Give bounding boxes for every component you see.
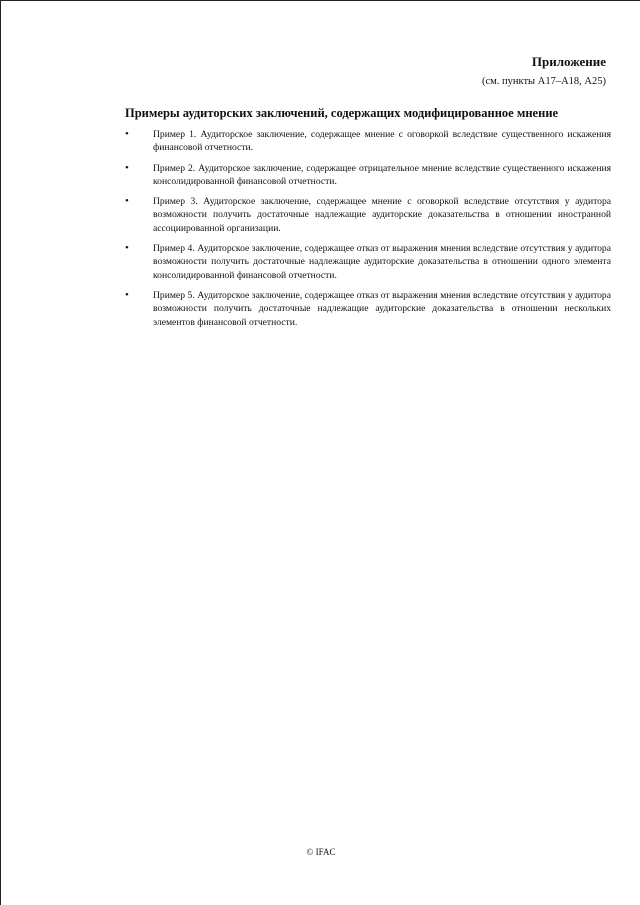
appendix-reference: (см. пункты А17–А18, А25) — [481, 76, 606, 87]
example-4-text: Пример 4. Аудиторское заключение, содержащее отказ от выражения мнения вследствие отсутствия у аудитора возможности получить достаточные надлежащие аудиторские доказательства в отношении одного элемента консолидированной финансовой отчетности. — [153, 243, 611, 281]
appendix-title: Приложение — [531, 54, 606, 69]
footer-copyright: © IFAC — [306, 847, 336, 857]
list-item — [125, 195, 611, 235]
bullet-icon: • — [125, 195, 129, 208]
bullet-icon: • — [125, 242, 129, 255]
example-3-text: Пример 3. Аудиторское заключение, содержащее мнение с оговоркой вследствие отсутствия у аудитора возможности получить достаточные надлежащие аудиторские доказательства в отношении иностранной ассоциированной организации. — [153, 196, 611, 234]
list-item — [125, 289, 611, 329]
list-item — [125, 242, 611, 282]
list-item — [125, 162, 611, 189]
examples-list — [125, 128, 611, 336]
bullet-icon: • — [125, 161, 129, 174]
list-item — [125, 128, 611, 155]
section-heading: Примеры аудиторских заключений, содержащих модифицированное мнение — [125, 106, 559, 120]
bullet-icon: • — [125, 288, 129, 301]
example-2-text: Пример 2. Аудиторское заключение, содержащее отрицательное мнение вследствие существенного искажения консолидированной финансовой отчетности. — [153, 162, 611, 187]
example-1-text: Пример 1. Аудиторское заключение, содержащее мнение с оговоркой вследствие существенного искажения финансовой отчетности. — [153, 129, 611, 154]
bullet-icon: • — [125, 128, 129, 140]
example-5-text: Пример 5. Аудиторское заключение, содержащее отказ от выражения мнения вследствие отсутствия у аудитора возможности получить достаточные надлежащие аудиторские доказательства в отношении нескольких элементов финансовой отчетности. — [153, 289, 611, 328]
